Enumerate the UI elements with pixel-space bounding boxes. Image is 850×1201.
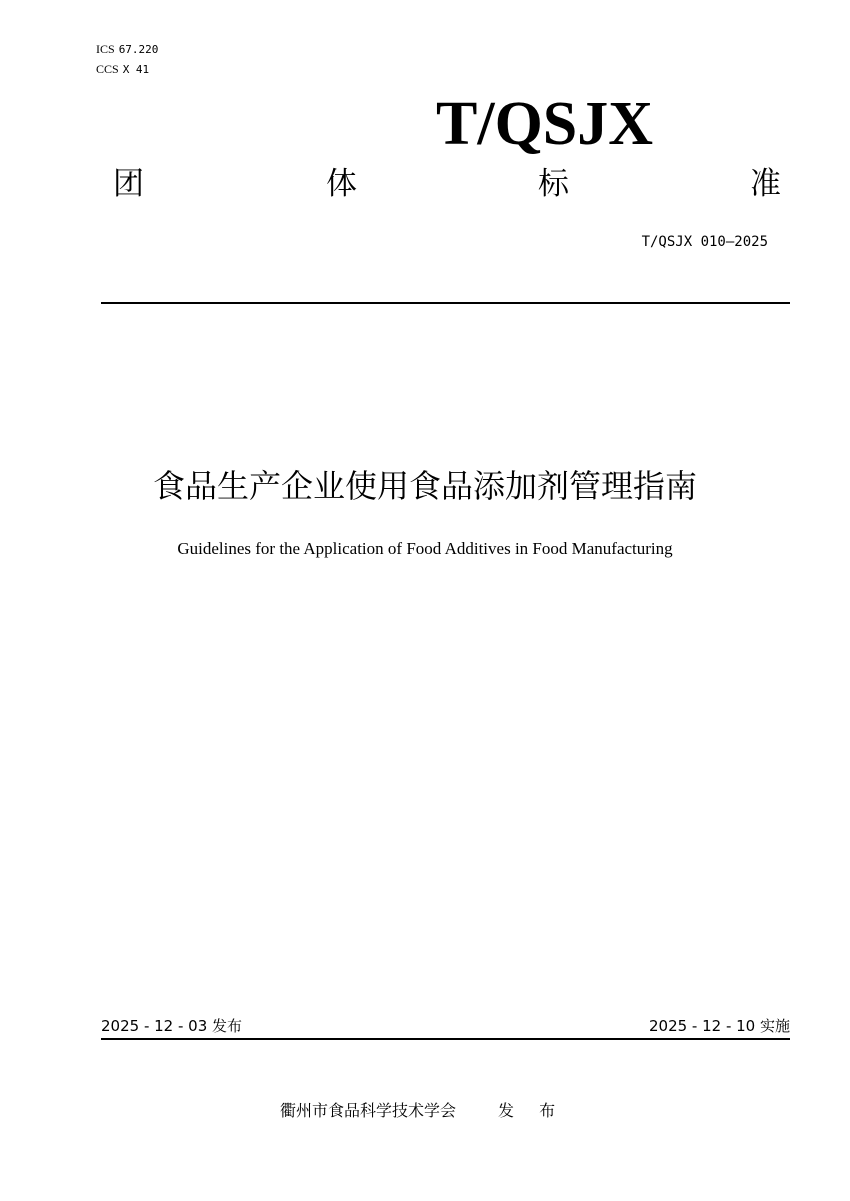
ics-classification	[96, 42, 158, 57]
publisher-verb: 发 布	[498, 1101, 566, 1120]
ccs-classification	[96, 62, 149, 77]
release-date: 2025 - 12 - 03 发布	[101, 1017, 243, 1035]
standard-type-char-2: 体	[326, 166, 357, 202]
implementation-date: 2025 - 12 - 10 实施	[648, 1017, 790, 1035]
standard-code: T/QSJX 010—2025	[641, 234, 768, 250]
ics-label: ICS	[96, 42, 115, 56]
document-title-english: Guidelines for the Application of Food Additives in Food Manufacturing	[177, 539, 673, 558]
standard-brand: T/QSJX	[436, 90, 654, 158]
ics-value: 67.220	[118, 43, 159, 56]
document-title-chinese: 食品生产企业使用食品添加剂管理指南	[152, 467, 697, 505]
ccs-label: CCS	[96, 62, 119, 76]
standard-type-char-3: 标	[538, 166, 569, 202]
header-divider	[101, 302, 790, 304]
publisher-line	[280, 1100, 565, 1122]
ccs-value: X 41	[122, 63, 150, 76]
publisher-organization: 衢州市食品科学技术学会	[280, 1101, 457, 1120]
footer-divider	[101, 1038, 790, 1040]
standard-type-char-4: 准	[750, 166, 781, 202]
standard-type-char-1: 团	[113, 166, 144, 202]
